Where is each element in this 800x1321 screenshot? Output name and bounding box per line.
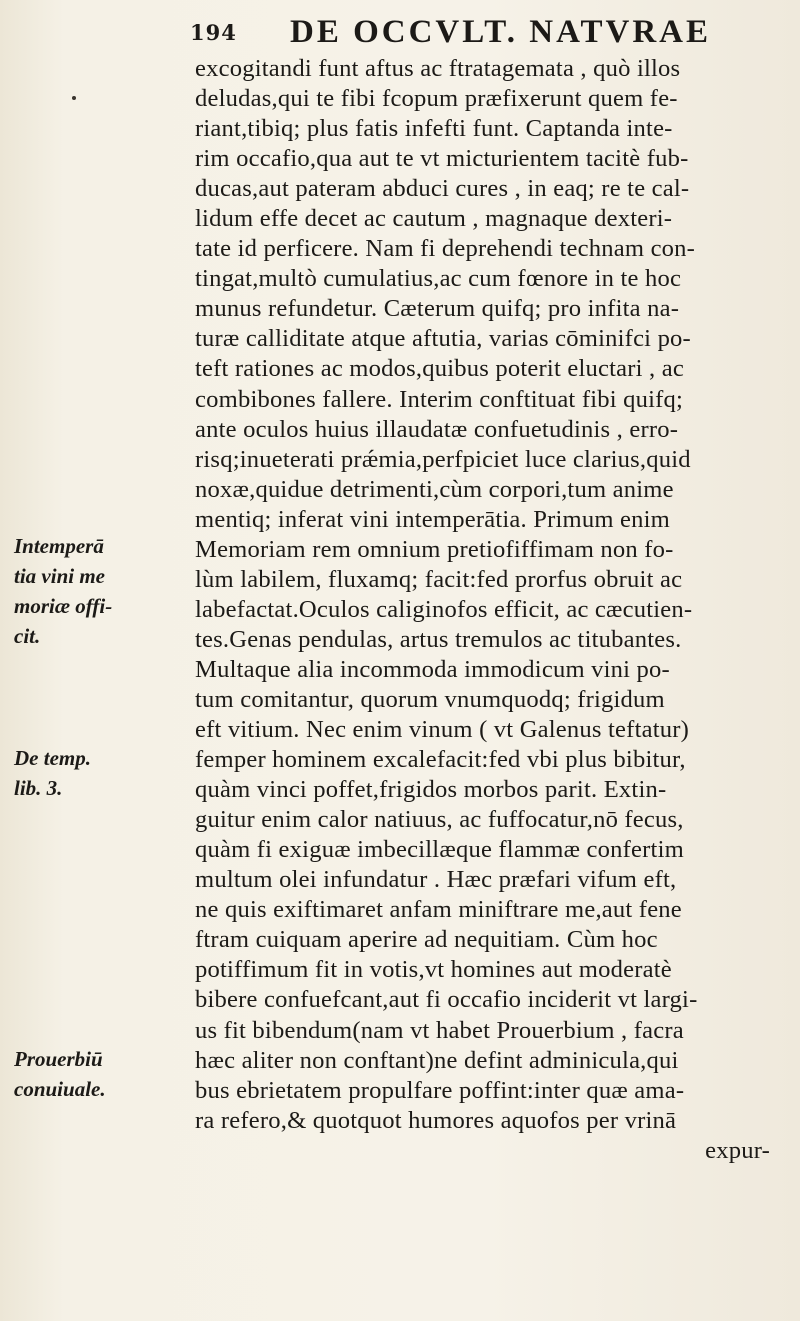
text-line: tum comitantur, quorum vnumquodq; frigidum <box>195 685 665 713</box>
text-line: Multaque alia incommoda immodicum vini po- <box>195 655 670 683</box>
text-line: femper hominem excalefacit:fed vbi plus bibitur, <box>195 746 686 774</box>
text-line: us fit bibendum(nam vt habet Prouerbium , facra <box>195 1016 684 1044</box>
margin-note-line: conuiuale. <box>14 1077 106 1101</box>
text-line: ante oculos huius illaudatæ confuetudinis , erro- <box>195 415 679 443</box>
text-line: quàm vinci poffet,frigidos morbos parit. Extin- <box>195 776 667 804</box>
text-line: lidum effe decet ac cautum , magnaque dexteri- <box>195 205 673 233</box>
margin-note-line: Intemperā <box>14 534 104 558</box>
margin-note-line: cit. <box>14 624 41 648</box>
text-line: bus ebrietatem propulfare poffint:inter quæ ama- <box>195 1076 685 1104</box>
text-line: ftram cuiquam aperire ad nequitiam. Cùm hoc <box>195 926 658 954</box>
text-line: expur- <box>705 1136 770 1164</box>
text-line: bibere confuefcant,aut fi occafio inciderit vt largi- <box>195 986 698 1014</box>
text-line: eft vitium. Nec enim vinum ( vt Galenus teftatur) <box>195 716 690 744</box>
page-number: 194 <box>190 20 237 45</box>
text-line: labefactat.Oculos caliginofos efficit, ac cæcutien- <box>195 595 693 623</box>
text-line: tate id perficere. Nam fi deprehendi technam con- <box>195 235 696 263</box>
text-line: munus refundetur. Cæterum quifq; pro infita na- <box>195 295 680 323</box>
margin-note-line: lib. 3. <box>14 776 63 800</box>
text-line: tingat,multò cumulatius,ac cum fœnore in te hoc <box>195 265 682 293</box>
text-line: multum olei infundatur . Hæc præfari vifum eft, <box>195 866 677 894</box>
text-line: combibones fallere. Interim conftituat fibi quifq; <box>195 385 684 413</box>
text-line: noxæ,quidue detrimenti,cùm corpori,tum anime <box>195 475 674 503</box>
text-line: rim occafio,qua aut te vt micturientem tacitè fub- <box>195 145 689 173</box>
text-line: ducas,aut pateram abduci cures , in eaq; re te cal- <box>195 175 690 203</box>
margin-note-line: moriæ offi- <box>14 594 113 618</box>
text-line: guitur enim calor natiuus, ac fuffocatur,nō fecus, <box>195 806 684 834</box>
text-line: riant,tibiq; plus fatis infefti funt. Captanda inte- <box>195 115 673 143</box>
text-line: ra refero,& quotquot humores aquofos per vrinā <box>195 1106 677 1134</box>
margin-note-prouerbium <box>14 1044 106 1104</box>
text-line: lùm labilem, fluxamq; facit:fed prorfus obruit ac <box>195 565 683 593</box>
page-header <box>190 14 770 54</box>
text-line: teft rationes ac modos,quibus poterit eluctari , ac <box>195 355 684 383</box>
text-line: turæ calliditate atque aftutia, varias cōminifci po- <box>195 325 691 353</box>
body-text <box>195 54 770 1166</box>
margin-note-line: Prouerbiū <box>14 1047 103 1071</box>
text-line: mentiq; inferat vini intemperātia. Primum enim <box>195 505 671 533</box>
text-line: deludas,qui te fibi fcopum præfixerunt quem fe- <box>195 85 678 113</box>
text-line: excogitandi funt aftus ac ftratagemata , quò illos <box>195 55 681 82</box>
text-line: Memoriam rem omnium pretiofiffimam non fo- <box>195 535 674 563</box>
margin-note-line: De temp. <box>14 746 91 770</box>
running-title: DE OCCVLT. NATVRAE <box>290 14 712 50</box>
text-line: quàm fi exiguæ imbecillæque flammæ confertim <box>195 836 684 864</box>
text-line: hæc aliter non conftant)ne defint adminicula,qui <box>195 1046 679 1074</box>
margin-note-line: tia vini me <box>14 564 105 588</box>
text-line: risq;inueterati prǽmia,perfpiciet luce clarius,quid <box>195 445 691 473</box>
text-line: ne quis exiftimaret anfam miniftrare me,aut fene <box>195 896 682 924</box>
margin-note-de-temp <box>14 743 91 803</box>
margin-note-intemperantia <box>14 531 112 651</box>
text-line: tes.Genas pendulas, artus tremulos ac titubantes. <box>195 625 682 653</box>
text-line: potiffimum fit in votis,vt homines aut moderatè <box>195 956 672 984</box>
ink-speck <box>72 96 76 100</box>
